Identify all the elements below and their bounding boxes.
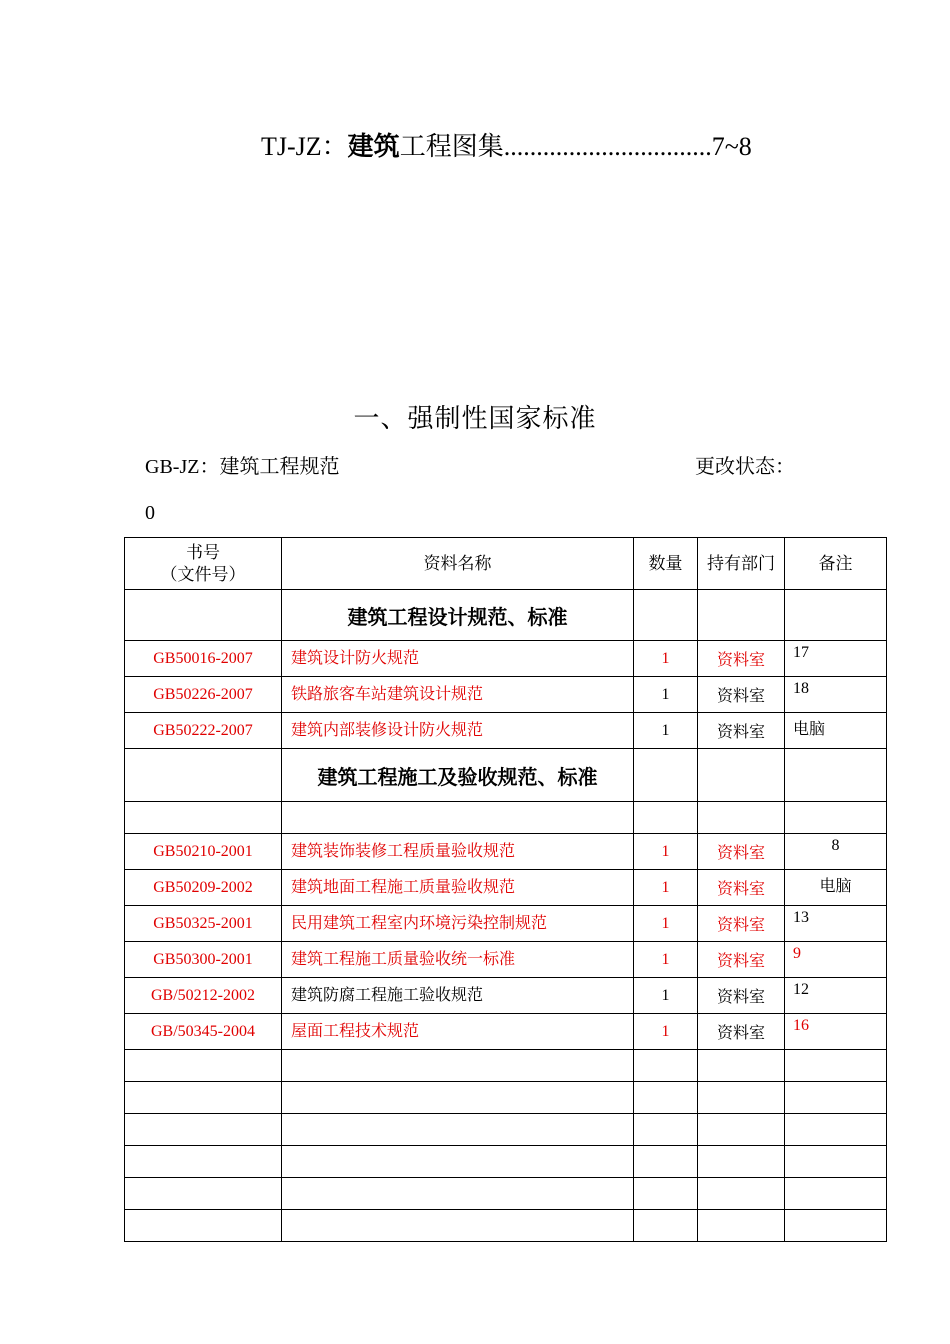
row-holder: 资料室 [698,677,785,713]
table-row [125,870,887,906]
toc-prefix: TJ-JZ： [261,132,348,161]
header-note: 备注 [785,538,887,590]
row-code: GB50210-2001 [125,834,282,870]
row-holder: 资料室 [698,834,785,870]
row-qty: 1 [634,713,698,749]
group-row [125,590,887,641]
header-qty: 数量 [634,538,698,590]
table-row [125,978,887,1014]
row-qty: 1 [634,1014,698,1050]
row-note: 18 [785,677,887,713]
row-code: GB50222-2007 [125,713,282,749]
row-holder: 资料室 [698,942,785,978]
group-title: 建筑工程设计规范、标准 [282,590,634,641]
header-code [125,538,282,590]
row-code: GB50209-2002 [125,870,282,906]
row-name: 建筑装饰装修工程质量验收规范 [282,834,634,870]
empty-row [125,1178,887,1210]
row-name: 建筑内部装修设计防火规范 [282,713,634,749]
row-note: 8 [785,834,887,870]
row-note: 17 [785,641,887,677]
row-name: 建筑地面工程施工质量验收规范 [282,870,634,906]
toc-bold: 建筑 [347,132,400,161]
table-row [125,641,887,677]
row-name: 建筑设计防火规范 [282,641,634,677]
row-qty: 1 [634,641,698,677]
row-name: 建筑防腐工程施工验收规范 [282,978,634,1014]
header-code-line2: （文件号） [160,564,246,584]
empty-row [125,1146,887,1178]
header-name: 资料名称 [282,538,634,590]
row-code: GB/50345-2004 [125,1014,282,1050]
row-note: 9 [785,942,887,978]
group-row [125,749,887,802]
row-holder: 资料室 [698,870,785,906]
standards-table [124,537,887,1242]
row-code: GB50325-2001 [125,906,282,942]
row-code: GB50300-2001 [125,942,282,978]
toc-entry [261,126,752,163]
table-row [125,942,887,978]
row-note: 16 [785,1014,887,1050]
table-row [125,1014,887,1050]
row-holder: 资料室 [698,641,785,677]
row-code: GB/50212-2002 [125,978,282,1014]
row-qty: 1 [634,870,698,906]
table-row [125,677,887,713]
row-qty: 1 [634,834,698,870]
row-qty: 1 [634,677,698,713]
row-qty: 1 [634,942,698,978]
row-holder: 资料室 [698,1014,785,1050]
row-note: 电脑 [785,870,887,906]
row-holder: 资料室 [698,906,785,942]
header-holder: 持有部门 [698,538,785,590]
row-holder: 资料室 [698,713,785,749]
table-row [125,713,887,749]
table-row [125,834,887,870]
row-name: 建筑工程施工质量验收统一标准 [282,942,634,978]
row-name: 民用建筑工程室内环境污染控制规范 [282,906,634,942]
row-code: GB50226-2007 [125,677,282,713]
row-note: 13 [785,906,887,942]
section-title: 一、强制性国家标准 [353,404,597,433]
empty-row [125,1114,887,1146]
empty-row [125,1050,887,1082]
empty-row [125,1210,887,1242]
toc-rest: 工程图集................................7~8 [399,132,752,161]
row-qty: 1 [634,906,698,942]
row-note: 电脑 [785,713,887,749]
row-name: 铁路旅客车站建筑设计规范 [282,677,634,713]
row-qty: 1 [634,978,698,1014]
row-note: 12 [785,978,887,1014]
row-name: 屋面工程技术规范 [282,1014,634,1050]
category-label: GB-JZ：建筑工程规范 [145,456,340,478]
header-code-line1: 书号 [186,542,220,562]
table-row [125,906,887,942]
empty-row [125,802,887,834]
row-code: GB50016-2007 [125,641,282,677]
table-header-row [125,538,887,590]
group-title: 建筑工程施工及验收规范、标准 [282,749,634,802]
revision-value: 0 [145,502,155,524]
row-holder: 资料室 [698,978,785,1014]
empty-row [125,1082,887,1114]
revision-label: 更改状态： [695,456,795,478]
